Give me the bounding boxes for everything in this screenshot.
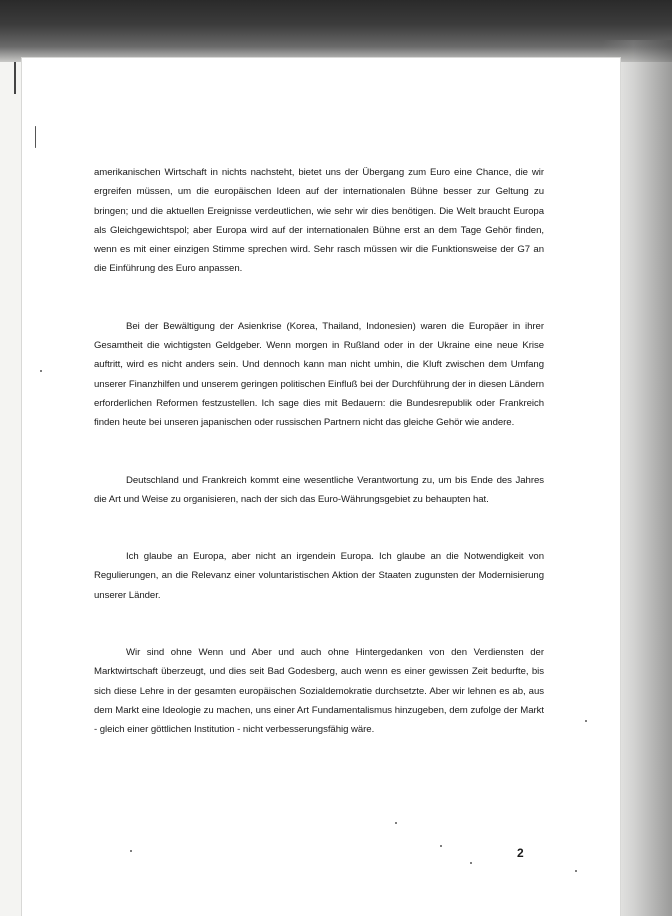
paragraph-1: amerikanischen Wirtschaft in nichts nachsteht, bietet uns der Übergang zum Euro eine Chance, die wir ergreifen müssen, um die europäischen Ideen auf der internationalen Bühne besser zur Geltung zu bringen; und die aktuellen Ereignisse verdeutlichen, wie sehr wir dies benötigen. Die Welt braucht Europa als Gleichgewichtspol; aber Europa wird auf der internationalen Bühne erst an dem Tage Gehör finden, wenn es mit einer einzigen Stimme sprechen wird. Sehr rasch müssen wir die Funktionsweise der G7 an die Einführung des Euro anpassen. bbox=[94, 167, 544, 275]
scan-speck bbox=[585, 720, 587, 722]
paragraph-2: Bei der Bewältigung der Asienkrise (Korea, Thailand, Indonesien) waren die Europäer in ihrer Gesamtheit die wichtigsten Geldgeber. Wenn morgen in Rußland oder in der Ukraine eine neue Krise auftritt, wird es nicht anders sein. Und dennoch kann man nicht umhin, die Kluft zwischen dem Umfang unserer Finanzhilfen und unserem geringen politischen Einfluß bei der Durchführung der in diesen Ländern erforderlichen Reformen festzustellen. Ich sage dies mit Bedauern: die Bundesrepublik oder Frankreich finden heute bei unseren japanischen oder russischen Partnern nicht das gleiche Gehör wie andere. bbox=[94, 320, 544, 429]
page-number: 2 bbox=[517, 846, 524, 860]
paragraph-4: Ich glaube an Europa, aber nicht an irgendein Europa. Ich glaube an die Notwendigkeit von Regulierungen, an die Relevanz einer voluntaristischen Aktion der Staaten zugunsten der Modernisierung unserer Länder. bbox=[94, 551, 544, 601]
scan-speck bbox=[130, 850, 132, 852]
scan-speck bbox=[575, 870, 577, 872]
paragraph-5: Wir sind ohne Wenn und Aber und auch ohne Hintergedanken von den Verdiensten der Marktwirtschaft überzeugt, und dies seit Bad Godesberg, auch wenn es einer gewissen Zeit bedurfte, bis sich diese Lehre in der gesamten europäischen Sozialdemokratie durchsetzte. Aber wir lehnen es ab, aus dem Markt eine Ideologie zu machen, uns einer Art Fundamentalismus hinzugeben, dem zufolge der Markt - gleich einer göttlichen Institution - nicht verbesserungsfähig wäre. bbox=[94, 647, 544, 736]
scan-speck bbox=[35, 126, 36, 148]
scan-speck bbox=[395, 822, 397, 824]
scan-speck bbox=[440, 845, 442, 847]
document-body bbox=[94, 163, 544, 740]
scan-speck bbox=[40, 370, 42, 372]
scan-dark-border bbox=[0, 0, 672, 62]
margin-mark bbox=[14, 62, 16, 94]
paragraph-3: Deutschland und Frankreich kommt eine wesentliche Verantwortung zu, um bis Ende des Jahres die Art und Weise zu organisieren, nach der sich das Euro-Währungsgebiet zu behaupten hat. bbox=[94, 474, 544, 505]
scan-speck bbox=[470, 862, 472, 864]
